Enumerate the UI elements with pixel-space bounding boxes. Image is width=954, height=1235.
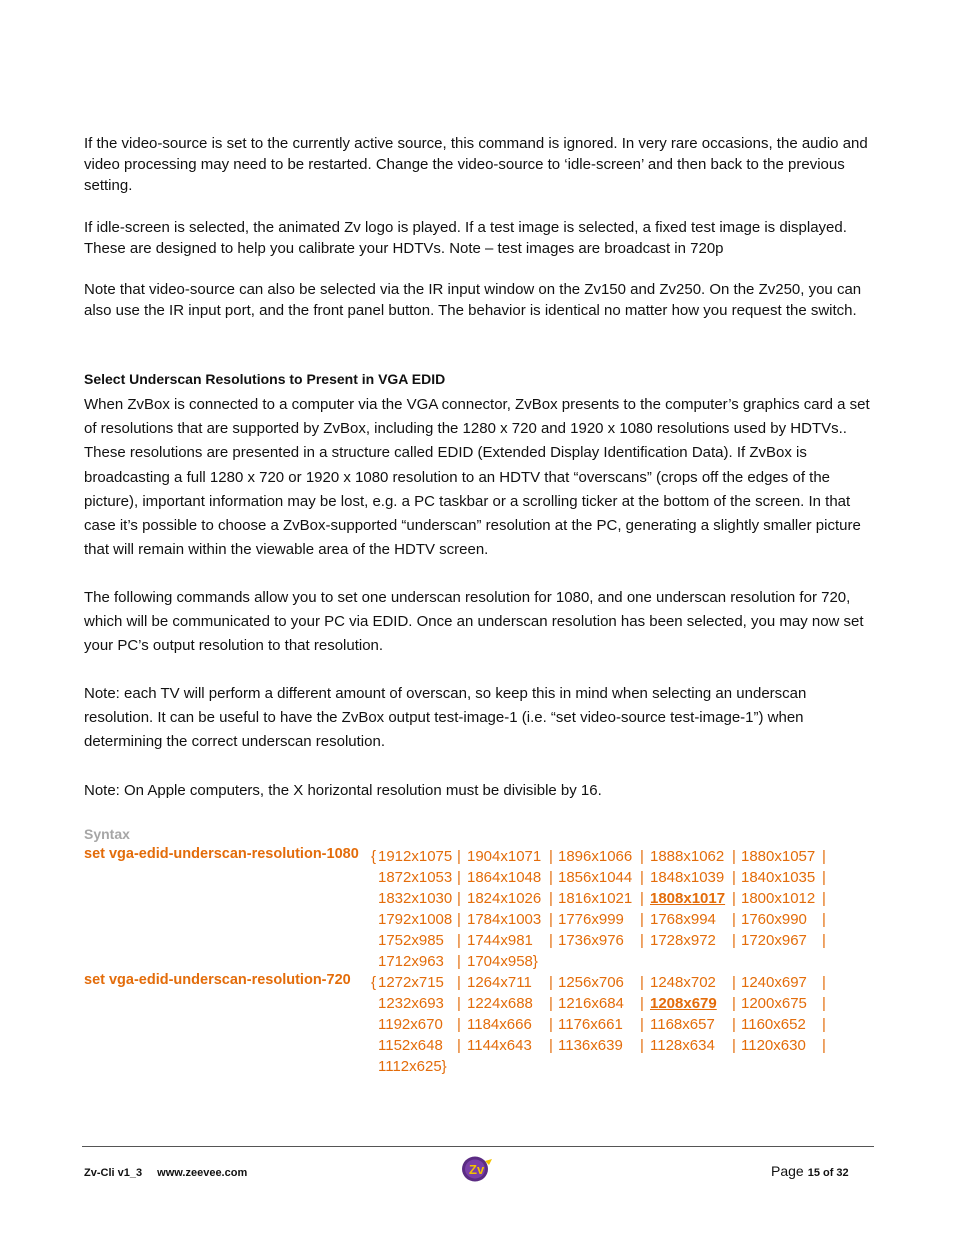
syntax-option-row — [84, 909, 874, 930]
syntax-separator: | — [822, 932, 826, 949]
syntax-label: Syntax — [84, 826, 130, 842]
syntax-option: 1776x999 — [558, 911, 624, 928]
syntax-separator: | — [640, 869, 644, 886]
syntax-option: 1816x1021 — [558, 890, 633, 907]
syntax-option: 1224x688 — [467, 995, 533, 1012]
syntax-separator: | — [822, 869, 826, 886]
syntax-separator: | — [732, 890, 736, 907]
syntax-separator: | — [732, 911, 736, 928]
syntax-option-row — [84, 1056, 874, 1077]
syntax-separator: | — [732, 848, 736, 865]
syntax-separator: | — [549, 974, 553, 991]
syntax-option: 1232x693 — [378, 995, 444, 1012]
syntax-separator: | — [640, 890, 644, 907]
syntax-option: 1736x976 — [558, 932, 624, 949]
syntax-option: 1240x697 — [741, 974, 807, 991]
syntax-option: 1760x990 — [741, 911, 807, 928]
syntax-separator: | — [549, 995, 553, 1012]
syntax-separator: | — [549, 890, 553, 907]
syntax-separator: | — [549, 911, 553, 928]
paragraph-ir-input: Note that video-source can also be selected via the IR input window on the Zv150 and Zv250. On the Zv250, you can also use the IR input port, and the front panel button. The behavior is identical no matter how you request the switch. — [84, 281, 862, 319]
syntax-option: 1152x648 — [378, 1037, 443, 1054]
syntax-separator: | — [549, 1016, 553, 1033]
syntax-option: 1168x657 — [650, 1016, 715, 1033]
logo-lettering: Zv — [469, 1162, 485, 1177]
syntax-option: 1144x643 — [467, 1037, 532, 1054]
syntax-option-default: 1808x1017 — [650, 890, 726, 907]
syntax-option: 1768x994 — [650, 911, 716, 928]
syntax-option: 1744x981 — [467, 932, 533, 949]
footer-page-label: Page — [771, 1163, 804, 1179]
paragraph-apple-note: Note: On Apple computers, the X horizontal resolution must be divisible by 16. — [84, 782, 602, 799]
syntax-separator: | — [640, 1016, 644, 1033]
syntax-open-brace: { — [371, 974, 377, 991]
syntax-option: 1248x702 — [650, 974, 716, 991]
syntax-option: 1160x652 — [741, 1016, 806, 1033]
paragraph-overscan-note: Note: each TV will perform a different amount of overscan, so keep this in mind when selecting an underscan resolution. It can be useful to have the ZvBox output test-image-1 (i.e. “set video-source test-image-1”) when determining the correct underscan resolution. — [84, 685, 807, 751]
syntax-option: 1728x972 — [650, 932, 716, 949]
syntax-option: 1128x634 — [650, 1037, 715, 1054]
syntax-option: 1120x630 — [741, 1037, 806, 1054]
syntax-option-row — [84, 867, 874, 888]
syntax-option-row — [84, 930, 874, 951]
syntax-option: 1912x1075 — [378, 848, 453, 865]
syntax-option: 1272x715 — [378, 974, 444, 991]
syntax-option: 1256x706 — [558, 974, 624, 991]
syntax-option: 1136x639 — [558, 1037, 623, 1054]
syntax-option: 1216x684 — [558, 995, 624, 1012]
syntax-option: 1792x1008 — [378, 911, 453, 928]
syntax-option: 1800x1012 — [741, 890, 816, 907]
syntax-option-row — [84, 972, 874, 993]
syntax-option-row — [84, 993, 874, 1014]
footer-page-count: 15 of 32 — [807, 1167, 849, 1179]
syntax-option: 1904x1071 — [467, 848, 542, 865]
paragraph-edid-intro: When ZvBox is connected to a computer via the VGA connector, ZvBox presents to the computer’s graphics card a set of resolutions that are supported by ZvBox, including the 1280 x 720 and 1920 x 1080 resolutions used by HDTVs.. These resolutions are presented in a structure called EDID (Extended Display Identification Data). If ZvBox is broadcasting a full 1280 x 720 or 1920 x 1080 resolution to an HDTV that “overscans” (crops off the edges of the picture), important information may be lost, e.g. a PC taskbar or a scrolling ticker at the bottom of the screen. In that case it’s possible to choose a ZvBox-supported “underscan” resolution at the PC, generating a slightly smaller picture that will remain within the viewable area of the HDTV screen. — [84, 396, 870, 559]
footer-divider — [82, 1146, 874, 1147]
footer-page-number — [771, 1163, 849, 1179]
syntax-separator: | — [732, 869, 736, 886]
syntax-option: 1784x1003 — [467, 911, 542, 928]
syntax-open-brace: { — [371, 848, 377, 865]
syntax-separator: | — [732, 1037, 736, 1054]
syntax-option: 1896x1066 — [558, 848, 633, 865]
syntax-option-row — [84, 888, 874, 909]
syntax-separator: | — [640, 1037, 644, 1054]
syntax-separator: | — [457, 953, 461, 970]
syntax-separator: | — [822, 848, 826, 865]
syntax-option: 1864x1048 — [467, 869, 542, 886]
syntax-option: 1192x670 — [378, 1016, 443, 1033]
syntax-separator: | — [457, 1037, 461, 1054]
syntax-separator: | — [457, 911, 461, 928]
syntax-separator: | — [457, 974, 461, 991]
syntax-separator: | — [822, 1016, 826, 1033]
syntax-separator: | — [457, 1016, 461, 1033]
syntax-option: 1872x1053 — [378, 869, 453, 886]
footer-doc-id: Zv-Cli v1_3 — [84, 1167, 143, 1179]
syntax-separator: | — [457, 932, 461, 949]
syntax-separator: | — [457, 995, 461, 1012]
syntax-command-name: set vga-edid-underscan-resolution-720 — [84, 972, 351, 988]
syntax-separator: | — [822, 995, 826, 1012]
syntax-option: 1848x1039 — [650, 869, 725, 886]
syntax-option-row — [84, 1014, 874, 1035]
paragraph-video-source-ignored: If the video-source is set to the currently active source, this command is ignored. In very rare occasions, the audio and video processing may need to be restarted. Change the video-source to ‘idle-screen’ and then back to the previous setting. — [84, 135, 868, 194]
syntax-separator: | — [457, 848, 461, 865]
syntax-option: 1704x958} — [467, 953, 538, 970]
syntax-separator: | — [549, 848, 553, 865]
paragraph-idle-screen: If idle-screen is selected, the animated Zv logo is played. If a test image is selected, a fixed test image is displayed. These are designed to help you calibrate your HDTVs. Note – test images are broadcast in 720p — [84, 219, 847, 257]
syntax-separator: | — [640, 848, 644, 865]
syntax-separator: | — [640, 911, 644, 928]
syntax-separator: | — [640, 932, 644, 949]
syntax-separator: | — [640, 974, 644, 991]
section-heading: Select Underscan Resolutions to Present in VGA EDID — [84, 371, 446, 387]
syntax-option: 1840x1035 — [741, 869, 816, 886]
syntax-option-default: 1208x679 — [650, 995, 717, 1012]
footer-website: www.zeevee.com — [157, 1167, 248, 1179]
syntax-option: 1880x1057 — [741, 848, 816, 865]
syntax-option-row — [84, 1035, 874, 1056]
syntax-separator: | — [640, 995, 644, 1012]
syntax-separator: | — [732, 1016, 736, 1033]
syntax-separator: | — [549, 932, 553, 949]
syntax-option: 1888x1062 — [650, 848, 725, 865]
syntax-option: 1824x1026 — [467, 890, 542, 907]
syntax-separator: | — [457, 890, 461, 907]
syntax-option: 1712x963 — [378, 953, 444, 970]
footer-doc-info — [84, 1167, 259, 1179]
zeevee-logo-icon — [461, 1155, 493, 1183]
syntax-option: 1184x666 — [467, 1016, 532, 1033]
paragraph-commands-intro: The following commands allow you to set one underscan resolution for 1080, and one underscan resolution for 720, which will be communicated to your PC via EDID. Once an underscan resolution has been selected, you may now set your PC’s output resolution to that resolution. — [84, 589, 864, 655]
syntax-separator: | — [549, 869, 553, 886]
syntax-separator: | — [732, 932, 736, 949]
syntax-separator: | — [822, 974, 826, 991]
syntax-command-name: set vga-edid-underscan-resolution-1080 — [84, 846, 359, 862]
syntax-separator: | — [732, 974, 736, 991]
syntax-option-row — [84, 951, 874, 972]
syntax-separator: | — [732, 995, 736, 1012]
syntax-option: 1112x625} — [378, 1058, 447, 1075]
syntax-option: 1264x711 — [467, 974, 532, 991]
syntax-option: 1856x1044 — [558, 869, 633, 886]
syntax-separator: | — [822, 890, 826, 907]
syntax-separator: | — [549, 1037, 553, 1054]
syntax-option: 1752x985 — [378, 932, 444, 949]
syntax-option-row — [84, 846, 874, 867]
syntax-option: 1832x1030 — [378, 890, 453, 907]
syntax-option: 1176x661 — [558, 1016, 623, 1033]
syntax-separator: | — [822, 1037, 826, 1054]
syntax-separator: | — [822, 911, 826, 928]
syntax-option: 1720x967 — [741, 932, 807, 949]
syntax-separator: | — [457, 869, 461, 886]
syntax-option: 1200x675 — [741, 995, 807, 1012]
